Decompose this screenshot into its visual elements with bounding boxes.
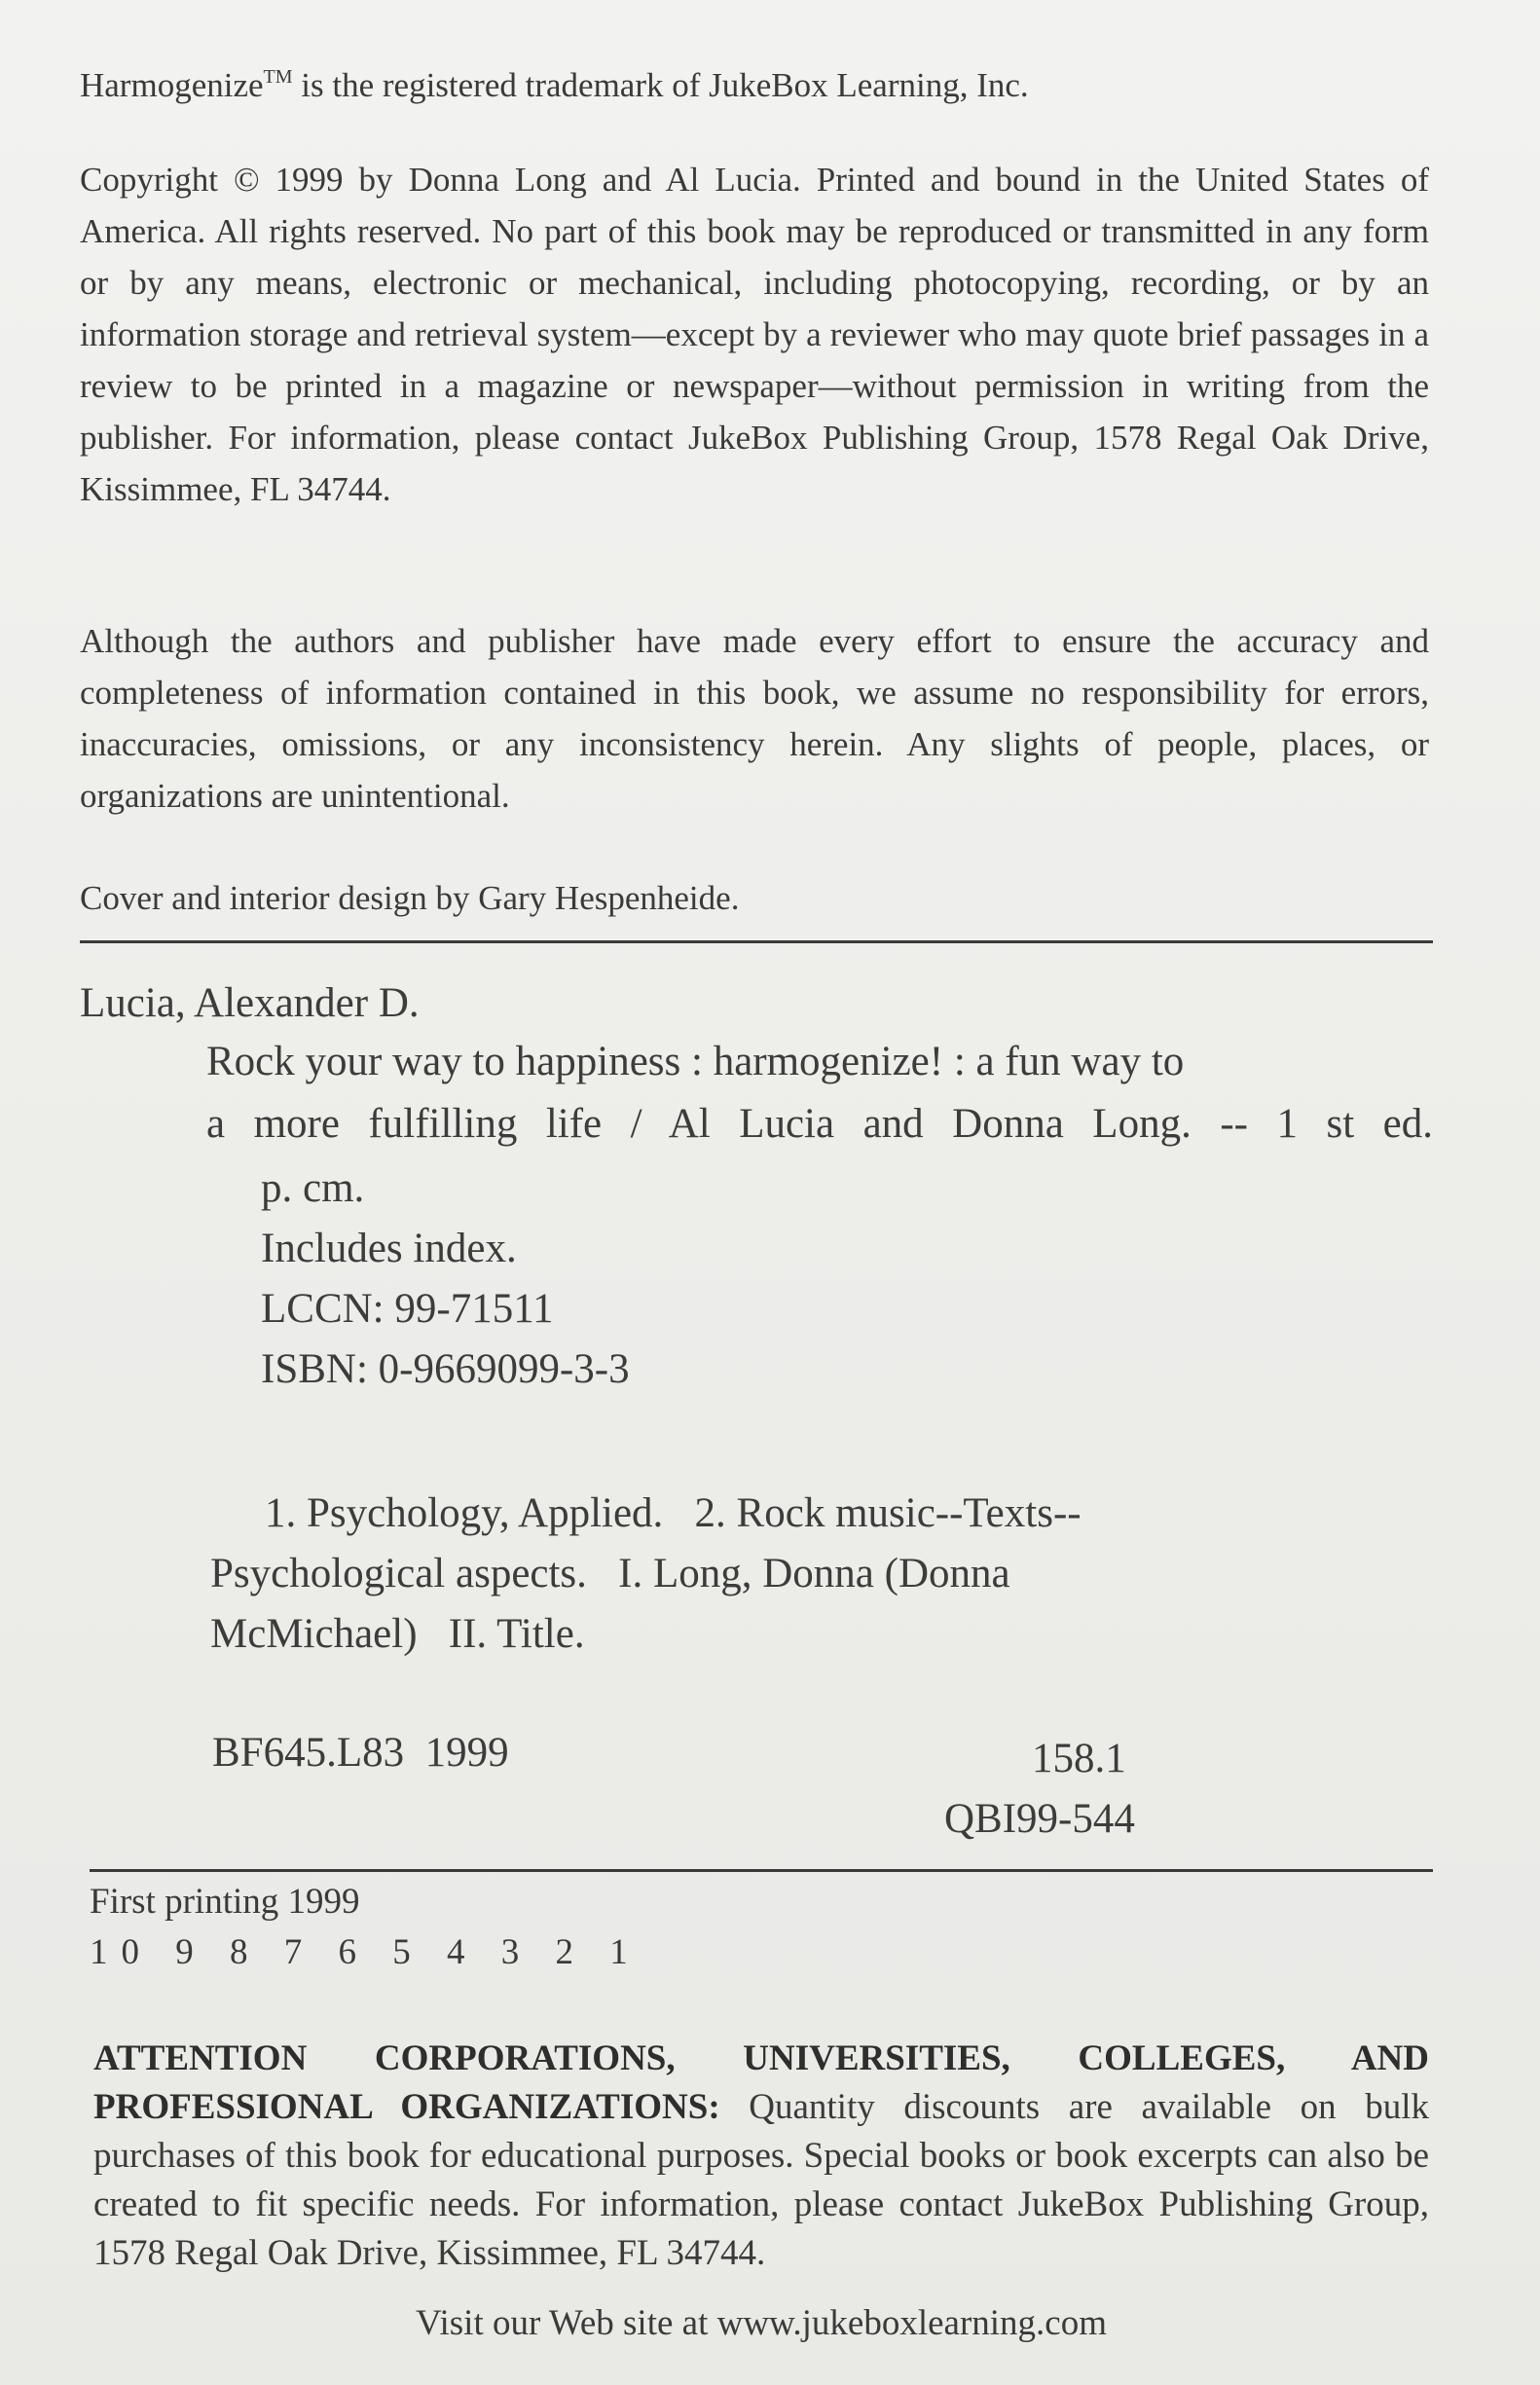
trademark-symbol: TM [263, 66, 293, 88]
cip-subjects-line-3: McMichael) II. Title. [210, 1611, 585, 1657]
cip-dewey-number: 158.1 [1032, 1736, 1126, 1781]
divider-bottom [90, 1869, 1433, 1872]
cip-title-line-1: Rock your way to happiness : harmogenize! : a fun way to [206, 1039, 1185, 1084]
cip-subjects-line-1: 1. Psychology, Applied. 2. Rock music--Texts-- [265, 1490, 1082, 1536]
trademark-text: is the registered trademark of JukeBox Learning, Inc. [292, 66, 1029, 104]
cip-subjects [210, 1484, 1301, 1665]
trademark-notice [80, 51, 1443, 112]
cip-title-line-2: a more fulfilling life / Al Lucia and Donna Long. -- 1 st ed. [206, 1101, 1433, 1147]
cip-author: Lucia, Alexander D. [80, 980, 420, 1026]
cip-qbi-number: QBI99-544 [944, 1796, 1135, 1842]
divider-top [80, 940, 1433, 943]
printing-number-line: 10 9 8 7 6 5 4 3 2 1 [90, 1932, 642, 1972]
cip-call-number: BF645.L83 1999 [212, 1730, 509, 1776]
first-printing: First printing 1999 [90, 1882, 360, 1922]
attention-paragraph [93, 2035, 1429, 2278]
attention-heading: ATTENTION CORPORATIONS, UNIVERSITIES, COLLEGES, AND PROFESSIONAL ORGANIZATIONS: [93, 2038, 1429, 2127]
cip-isbn: ISBN: 0-9669099-3-3 [261, 1346, 630, 1392]
disclaimer-paragraph: Although the authors and publisher have made every effort to ensure the accuracy and completeness of information contained in this book, we assume no responsibility for errors, inaccuracies, omissions, or any inconsistency herein. Any slights of people, places, or organizations are unintentional. [80, 622, 1429, 815]
cover-design-credit: Cover and interior design by Gary Hespenheide. [80, 879, 740, 917]
cip-details [261, 1158, 630, 1400]
cip-physical: p. cm. [261, 1165, 365, 1211]
cip-lccn: LCCN: 99-71511 [261, 1286, 554, 1332]
cip-index-note: Includes index. [261, 1226, 517, 1271]
attention-body: Quantity discounts are available on bulk purchases of this book for educational purposes. Special books or book excerpts can also be created to fit specific needs. For information, please contact JukeBox Publishing Group, 1578 Regal Oak Drive, Kissimmee, FL 34744. [93, 2087, 1429, 2273]
trademark-name: Harmogenize [80, 66, 264, 104]
cip-subjects-line-2: Psychological aspects. I. Long, Donna (Donna [210, 1551, 1010, 1596]
printing-info [90, 1877, 642, 1978]
copyright-paragraph: Copyright © 1999 by Donna Long and Al Lucia. Printed and bound in the United States of America. All rights reserved. No part of this book may be reproduced or transmitted in any form or by any means, electronic or mechanical, including photocopying, recording, or by an information storage and retrieval system—except by a reviewer who may quote brief passages in a review to be printed in a magazine or newspaper—without permission in writing from the publisher. For information, please contact JukeBox Publishing Group, 1578 Regal Oak Drive, Kissimmee, FL 34744. [80, 161, 1429, 508]
website-line: Visit our Web site at www.jukeboxlearning.com [416, 2303, 1107, 2343]
